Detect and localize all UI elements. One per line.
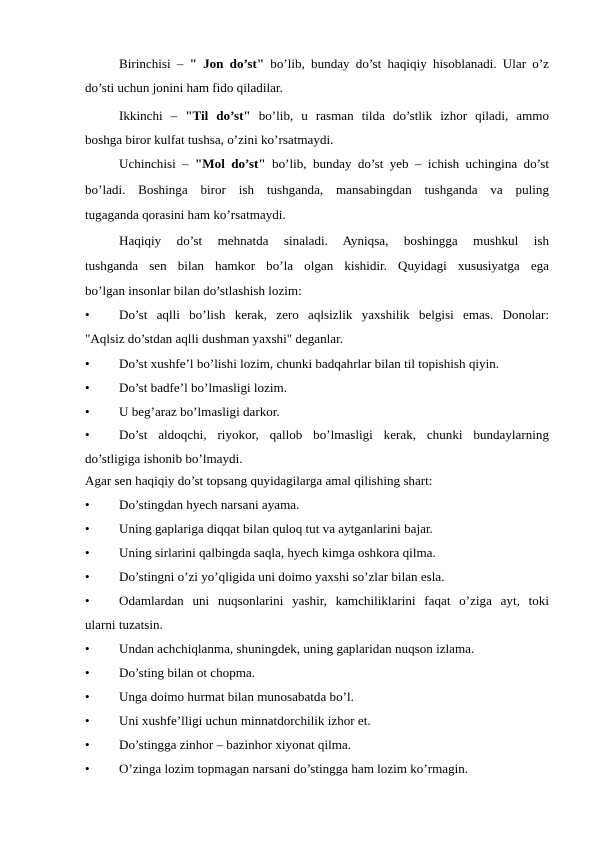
bullet-marker: • bbox=[85, 569, 90, 584]
list1-item4: U beg’araz bo’lmasligi darkor. bbox=[119, 404, 280, 419]
bullet-marker: • bbox=[85, 593, 90, 608]
bullet-marker: • bbox=[85, 380, 90, 395]
bullet-marker: • bbox=[85, 427, 90, 442]
term-jon-dost: " Jon do’st" bbox=[189, 56, 265, 71]
paragraph-mol-dost-line1: Uchinchisi – "Mol do’st" bo’lib, bunday do’st yeb – ichish uchingina do’st bbox=[119, 156, 549, 171]
list1-item3: Do’st badfe’l bo’lmasligi lozim. bbox=[119, 380, 288, 395]
bullet-marker: • bbox=[85, 356, 90, 371]
list2-item11: O’zinga lozim topmagan narsani do’stingga ham lozim ko’rmagin. bbox=[119, 761, 469, 776]
paragraph-til-dost-line1: Ikkinchi – "Til do’st" bo’lib, u rasman tilda do’stlik izhor qiladi, ammo bbox=[119, 108, 549, 123]
list1-item5-line1: Do’st aldoqchi, riyokor, qallob bo’lmasligi kerak, chunki bundaylarning bbox=[119, 427, 549, 442]
list2-item4: Do’stingni o’zi yo’qligida uni doimo yaxshi so’zlar bilan esla. bbox=[119, 569, 445, 584]
bullet-marker: • bbox=[85, 737, 90, 752]
list2-item10: Do’stingga zinhor – bazinhor xiyonat qilma. bbox=[119, 737, 352, 752]
paragraph-haqiqiy-line1: Haqiqiy do’st mehnatda sinaladi. Ayniqsa, boshingga mushkul ish bbox=[119, 233, 549, 248]
paragraph-haqiqiy-line3: bo’lgan insonlar bilan do’stlashish lozim: bbox=[85, 283, 302, 298]
list2-item1: Do’stingdan hyech narsani ayama. bbox=[119, 497, 300, 512]
list2-item8: Unga doimo hurmat bilan munosabatda bo’l. bbox=[119, 689, 354, 704]
bullet-marker: • bbox=[85, 713, 90, 728]
bullet-marker: • bbox=[85, 665, 90, 680]
list2-item6: Undan achchiqlanma, shuningdek, uning gaplaridan nuqson izlama. bbox=[119, 641, 475, 656]
list2-item5-line1: Odamlardan uni nuqsonlarini yashir, kamchiliklarini faqat o’ziga ayt, toki bbox=[119, 593, 549, 608]
term-til-dost: "Til do’st" bbox=[185, 108, 251, 123]
list1-item1-line2: "Aqlsiz do’stdan aqlli dushman yaxshi" deganlar. bbox=[85, 331, 343, 346]
paragraph-til-dost-line2: boshga biror kulfat tushsa, o’zini ko’rsatmaydi. bbox=[85, 132, 334, 147]
list2-item7: Do’sting bilan ot chopma. bbox=[119, 665, 256, 680]
list2-item5-line2: ularni tuzatsin. bbox=[85, 617, 163, 632]
bullet-marker: • bbox=[85, 307, 90, 322]
bullet-marker: • bbox=[85, 689, 90, 704]
bullet-marker: • bbox=[85, 761, 90, 776]
paragraph-jon-dost-line1: Birinchisi – " Jon do’st" bo’lib, bunday do’st haqiqiy hisoblanadi. Ular o’z bbox=[119, 56, 549, 71]
list1-item1-line1: Do’st aqlli bo’lish kerak, zero aqlsizlik yaxshilik belgisi emas. Donolar: bbox=[119, 307, 549, 322]
paragraph-mol-dost-line2: bo’ladi. Boshinga biror ish tushganda, mansabingdan tushganda va puling bbox=[85, 182, 549, 197]
list1-item2: Do’st xushfe’l bo’lishi lozim, chunki badqahrlar bilan til topishish qiyin. bbox=[119, 356, 500, 371]
list2-item3: Uning sirlarini qalbingda saqla, hyech kimga oshkora qilma. bbox=[119, 545, 436, 560]
bullet-marker: • bbox=[85, 545, 90, 560]
bullet-marker: • bbox=[85, 497, 90, 512]
paragraph-haqiqiy-line2: tushganda sen bilan hamkor bo’la olgan kishidir. Quyidagi xususiyatga ega bbox=[85, 258, 549, 273]
bullet-marker: • bbox=[85, 521, 90, 536]
paragraph-mol-dost-line3: tugaganda qorasini ham ko’rsatmaydi. bbox=[85, 207, 286, 222]
bullet-marker: • bbox=[85, 404, 90, 419]
term-mol-dost: "Mol do’st" bbox=[195, 156, 266, 171]
list1-item5-line2: do’stligiga ishonib bo’lmaydi. bbox=[85, 451, 243, 466]
list2-item2: Uning gaplariga diqqat bilan quloq tut va aytganlarini bajar. bbox=[119, 521, 433, 536]
paragraph-jon-dost-line2: do’sti uchun jonini ham fido qiladilar. bbox=[85, 80, 283, 95]
rules-intro: Agar sen haqiqiy do’st topsang quyidagilarga amal qilishing shart: bbox=[85, 473, 433, 488]
list2-item9: Uni xushfe’lligi uchun minnatdorchilik izhor et. bbox=[119, 713, 371, 728]
bullet-marker: • bbox=[85, 641, 90, 656]
